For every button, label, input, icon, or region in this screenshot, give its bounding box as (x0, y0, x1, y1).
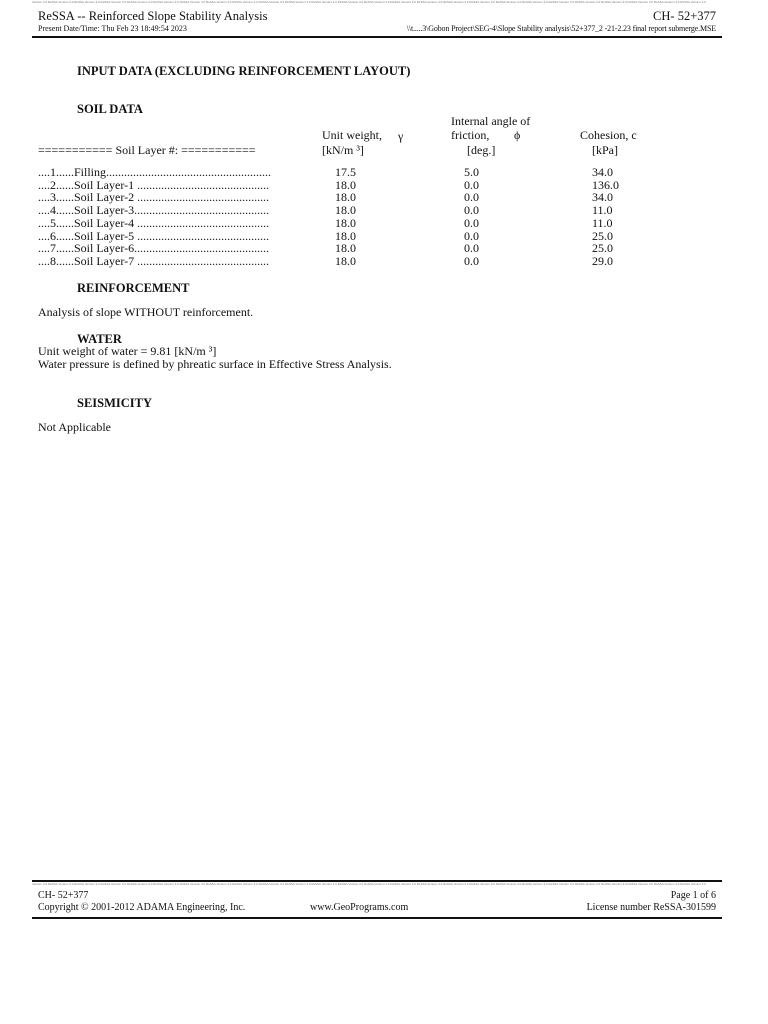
input-data-title: INPUT DATA (EXCLUDING REINFORCEMENT LAYOUT) (77, 64, 411, 78)
friction-value: 5.0 (464, 165, 479, 179)
unit-weight-value: 18.0 (335, 215, 356, 230)
water-unit-weight: Unit weight of water = 9.81 [kN/m ³] (38, 344, 217, 358)
soil-layer-label: ....4......Soil Layer-3............................................. (38, 203, 270, 218)
unit-weight-value: 18.0 (335, 190, 356, 205)
friction-value: 0.0 (464, 177, 479, 192)
cohesion-value: 11.0 (592, 215, 613, 230)
cohesion-unit: [kPa] (592, 143, 618, 157)
header-file-path: \\t.....3\Gobon Project\SEG-4\Slope Stability analysis\52+377_2 -21-2.23 final report submerge.MSE (406, 24, 716, 33)
footer-section-code: CH- 52+377 (38, 890, 89, 901)
friction-value: 0.0 (464, 253, 479, 268)
friction-header-line1: Internal angle of (451, 114, 531, 128)
phi-symbol: ϕ (514, 128, 521, 142)
cohesion-value: 34.0 (592, 165, 613, 179)
header-section-code: CH- 52+377 (653, 9, 716, 23)
reinforcement-heading: REINFORCEMENT (77, 281, 190, 295)
friction-header-line2: friction, (451, 128, 490, 142)
seismicity-text: Not Applicable (38, 420, 111, 434)
unit-weight-value: 18.0 (335, 177, 356, 192)
footer-watermark-band: Version 3.0 ReSSA Version 3.0 ReSSA Version 3.0 ReSSA Version 3.0 ReSSA Version 3.0 ReSSA Version 3.0 ReSSA Version 3.0 ReSSA Version 3.0 ReSSA Version 3.0 ReSSA Version 3.0 ReSSA Version 3.0 ReSSA Version 3.0 ReSSA Version 3.0 ReSSA Version 3.0 ReSSA Version 3.0 ReSSA Version 3.0 ReSSA Version 3.0 ReSSA Version 3.0 ReSSA Version 3.0 ReSSA Version 3.0 ReSSA Version 3.0 ReSSA Version 3.0 ReSSA Version 3.0 ReSSA Version 3.0 ReSSA Version 3.0 ReSSA Version 3.0 (32, 882, 706, 886)
cohesion-header: Cohesion, c (580, 128, 637, 142)
water-pressure-text: Water pressure is defined by phreatic surface in Effective Stress Analysis. (38, 357, 392, 371)
friction-value: 0.0 (464, 203, 479, 218)
seismicity-heading: SEISMICITY (77, 396, 153, 410)
footer-copyright: Copyright © 2001-2012 ADAMA Engineering, Inc. (38, 902, 246, 913)
footer-page-number: Page 1 of 6 (670, 890, 716, 901)
cohesion-value: 11.0 (592, 203, 613, 218)
soil-layer-label: ....5......Soil Layer-4 ............................................ (38, 215, 270, 230)
unit-weight-value: 18.0 (335, 241, 356, 256)
unit-weight-unit: [kN/m ³] (322, 143, 364, 157)
footer-license: License number ReSSA-301599 (586, 902, 716, 913)
header-datetime: Present Date/Time: Thu Feb 23 18:49:54 2023 (38, 24, 187, 33)
water-heading: WATER (77, 332, 122, 346)
reinforcement-text: Analysis of slope WITHOUT reinforcement. (38, 305, 254, 319)
soil-layer-label: ....2......Soil Layer-1 ............................................ (38, 177, 270, 192)
soil-layer-label: ....1......Filling....................................................... (38, 165, 272, 179)
footer-website: www.GeoPrograms.com (310, 902, 409, 913)
friction-value: 0.0 (464, 241, 479, 256)
cohesion-value: 25.0 (592, 241, 613, 256)
report-title: ReSSA -- Reinforced Slope Stability Analysis (38, 9, 268, 23)
unit-weight-value: 18.0 (335, 253, 356, 268)
soil-data-heading: SOIL DATA (77, 102, 143, 116)
unit-weight-value: 18.0 (335, 228, 356, 243)
soil-layer-label: ....7......Soil Layer-6............................................. (38, 241, 270, 256)
soil-layer-label: ....6......Soil Layer-5 ............................................ (38, 228, 270, 243)
cohesion-value: 34.0 (592, 190, 613, 205)
cohesion-value: 25.0 (592, 228, 613, 243)
soil-layer-header: =========== Soil Layer #: =========== (38, 143, 256, 157)
cohesion-value: 136.0 (592, 177, 619, 192)
friction-value: 0.0 (464, 190, 479, 205)
header-watermark-band: Version 3.0 ReSSA Version 3.0 ReSSA Version 3.0 ReSSA Version 3.0 ReSSA Version 3.0 ReSSA Version 3.0 ReSSA Version 3.0 ReSSA Version 3.0 ReSSA Version 3.0 ReSSA Version 3.0 ReSSA Version 3.0 ReSSA Version 3.0 ReSSA Version 3.0 ReSSA Version 3.0 ReSSA Version 3.0 ReSSA Version 3.0 ReSSA Version 3.0 ReSSA Version 3.0 ReSSA Version 3.0 ReSSA Version 3.0 ReSSA Version 3.0 ReSSA Version 3.0 ReSSA Version 3.0 ReSSA Version 3.0 ReSSA Version 3.0 ReSSA Version 3.0 (32, 0, 706, 4)
friction-value: 0.0 (464, 215, 479, 230)
friction-value: 0.0 (464, 228, 479, 243)
soil-layer-label: ....3......Soil Layer-2 ............................................ (38, 190, 270, 205)
gamma-symbol: γ (398, 129, 404, 143)
footer-bottom-rule (32, 917, 722, 919)
soil-layer-label: ....8......Soil Layer-7 ............................................ (38, 253, 270, 268)
unit-weight-header: Unit weight, (322, 128, 382, 142)
friction-unit: [deg.] (467, 143, 496, 157)
header-rule (32, 36, 722, 38)
unit-weight-value: 18.0 (335, 203, 356, 218)
unit-weight-value: 17.5 (335, 165, 356, 179)
cohesion-value: 29.0 (592, 253, 613, 268)
